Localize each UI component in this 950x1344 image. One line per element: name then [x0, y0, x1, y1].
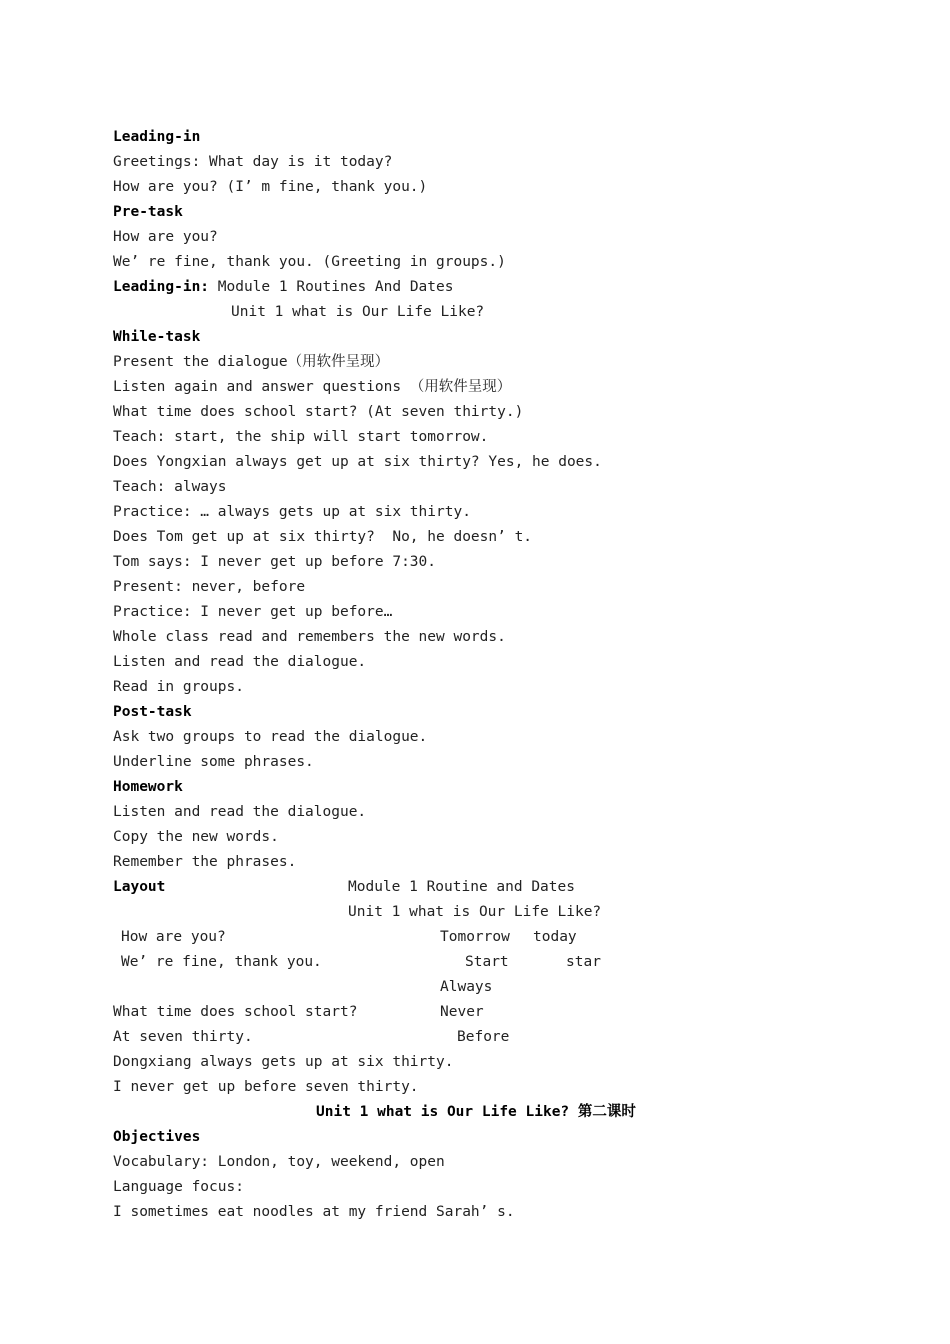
- layout-left-line: Dongxiang always gets up at six thirty.: [113, 1054, 454, 1070]
- list-item: Teach: start, the ship will start tomorrow.: [113, 429, 489, 445]
- text-line: Vocabulary: London, toy, weekend, open: [113, 1154, 445, 1170]
- heading-layout: Layout: [113, 879, 166, 895]
- list-item: Does Tom get up at six thirty? No, he doesn’ t.: [113, 529, 533, 545]
- unit-title: Unit 1 what is Our Life Like?: [231, 304, 485, 320]
- layout-module-title: Module 1 Routine and Dates: [348, 879, 575, 895]
- layout-left-line: I never get up before seven thirty.: [113, 1079, 419, 1095]
- list-item: Whole class read and remembers the new words.: [113, 629, 506, 645]
- list-item: Read in groups.: [113, 679, 244, 695]
- text-line: I sometimes eat noodles at my friend Sarah’ s.: [113, 1204, 515, 1220]
- list-item: Does Yongxian always get up at six thirty? Yes, he does.: [113, 454, 602, 470]
- text-line: How are you?: [113, 229, 218, 245]
- heading-objectives: Objectives: [113, 1129, 201, 1145]
- list-item: Listen and read the dialogue.: [113, 654, 367, 670]
- list-item: Present the dialogue（用软件呈现）: [113, 354, 390, 370]
- layout-left-line: How are you?: [121, 929, 226, 945]
- layout-word: star: [566, 954, 601, 970]
- module-title: Module 1 Routines And Dates: [217, 279, 454, 295]
- list-item: Practice: … always gets up at six thirty.: [113, 504, 471, 520]
- text-line: Language focus:: [113, 1179, 244, 1195]
- heading-leading-in-label: Leading-in:: [113, 279, 210, 295]
- list-item: Listen and read the dialogue.: [113, 804, 367, 820]
- layout-word: today: [533, 929, 577, 945]
- heading-homework: Homework: [113, 779, 183, 795]
- list-item: Underline some phrases.: [113, 754, 314, 770]
- list-item: Remember the phrases.: [113, 854, 297, 870]
- heading-leading-in: Leading-in: [113, 129, 201, 145]
- list-item: Listen again and answer questions （用软件呈现）: [113, 379, 512, 395]
- heading-pre-task: Pre-task: [113, 204, 183, 220]
- list-item: Practice: I never get up before…: [113, 604, 393, 620]
- list-item: Ask two groups to read the dialogue.: [113, 729, 428, 745]
- text-line: Greetings: What day is it today?: [113, 154, 393, 170]
- list-item: Teach: always: [113, 479, 227, 495]
- heading-post-task: Post-task: [113, 704, 192, 720]
- layout-word: Start: [465, 954, 509, 970]
- layout-word: Always: [440, 979, 493, 995]
- text-line: How are you? (I’ m fine, thank you.): [113, 179, 428, 195]
- heading-while-task: While-task: [113, 329, 201, 345]
- layout-word: Before: [457, 1029, 510, 1045]
- leading-in-module-line: [113, 277, 453, 297]
- layout-unit-title: Unit 1 what is Our Life Like?: [348, 904, 602, 920]
- list-item: Present: never, before: [113, 579, 306, 595]
- list-item: Copy the new words.: [113, 829, 279, 845]
- layout-left-line: We’ re fine, thank you.: [121, 954, 322, 970]
- layout-word: Tomorrow: [440, 929, 510, 945]
- layout-word: Never: [440, 1004, 484, 1020]
- text-line: We’ re fine, thank you. (Greeting in groups.): [113, 254, 506, 270]
- list-item: What time does school start? (At seven thirty.): [113, 404, 524, 420]
- lesson2-title: Unit 1 what is Our Life Like? 第二课时: [316, 1104, 636, 1120]
- list-item: Tom says: I never get up before 7:30.: [113, 554, 437, 570]
- layout-left-line: At seven thirty.: [113, 1029, 253, 1045]
- layout-left-line: What time does school start?: [113, 1004, 358, 1020]
